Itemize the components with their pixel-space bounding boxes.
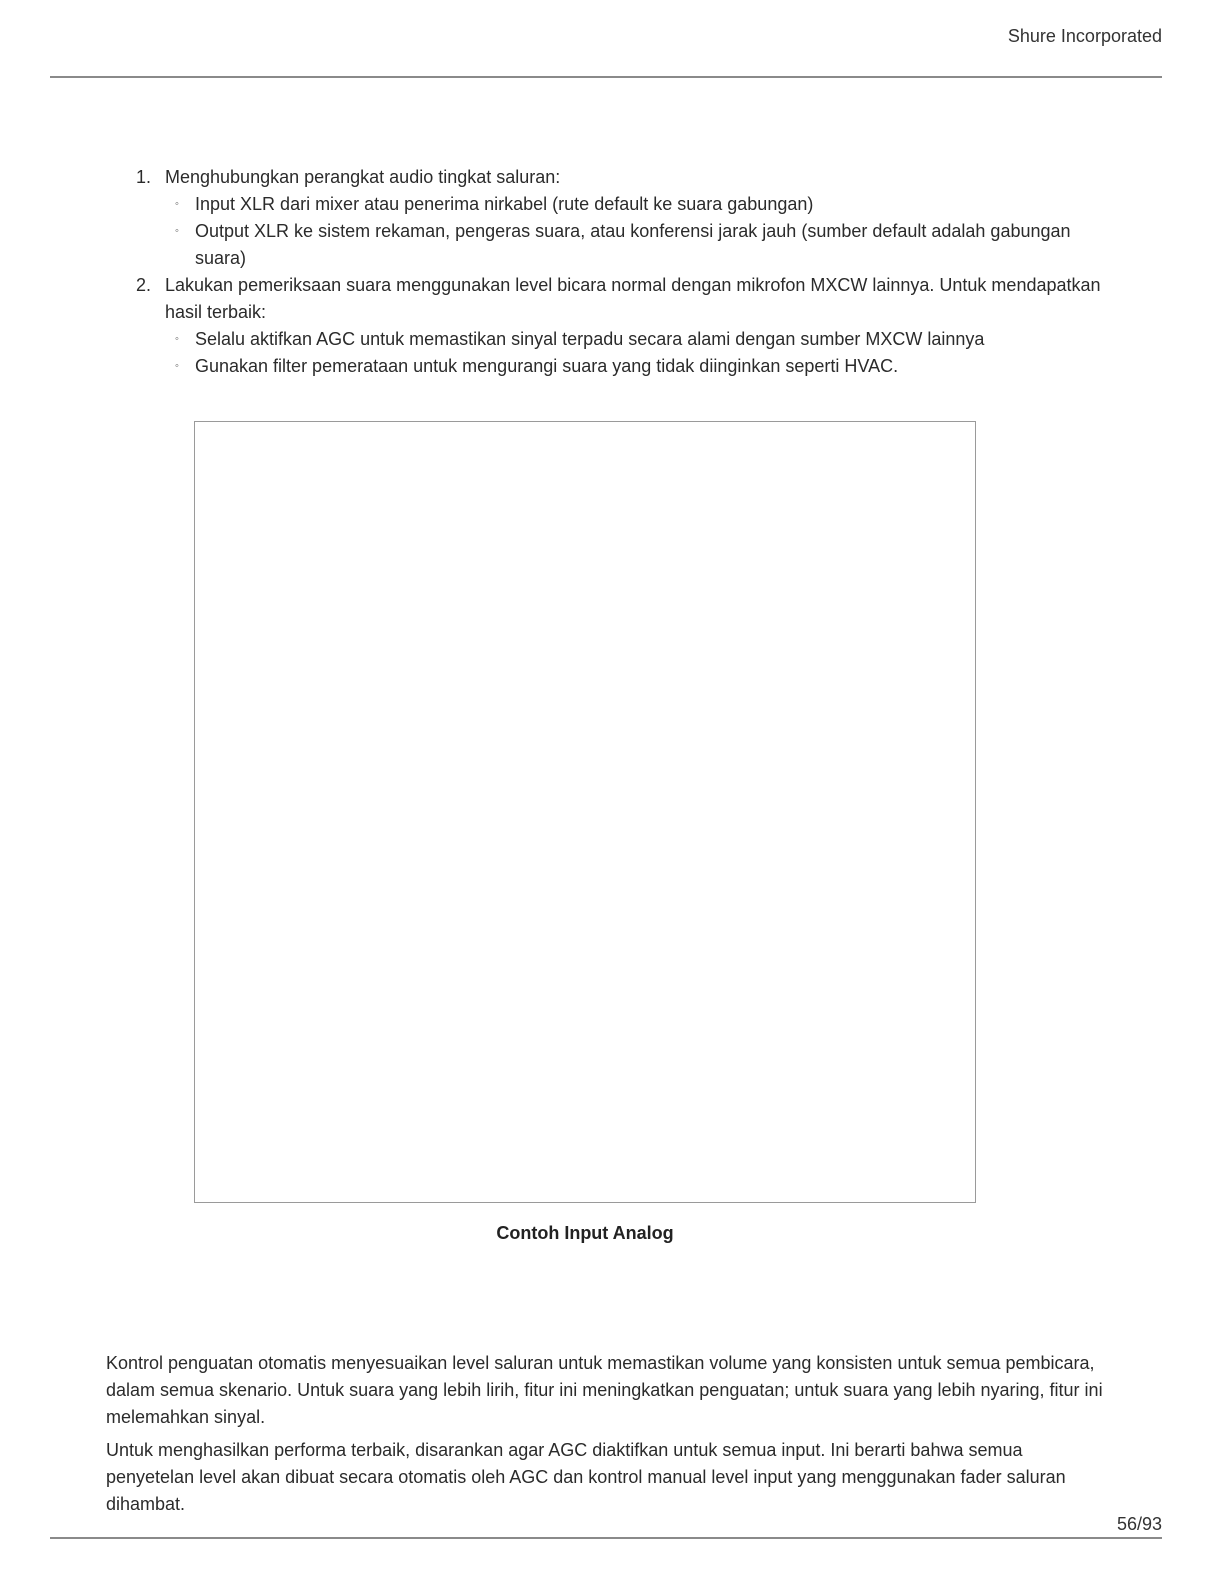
figure-caption: Contoh Input Analog	[496, 1223, 674, 1243]
bullet-circle-icon: ◦	[175, 198, 179, 210]
page-number: 56/93	[1116, 1514, 1162, 1534]
bullet-item	[165, 191, 1106, 218]
steps-list	[106, 164, 1106, 380]
body-paragraph: Untuk menghasilkan performa terbaik, disarankan agar AGC diaktifkan untuk semua input. Ini berarti bahwa semua penyetelan level akan dibuat secara otomatis oleh AGC dan kontrol manual level input yang menggunakan fader saluran dihambat.	[106, 1440, 1066, 1514]
header-divider	[50, 76, 1162, 78]
header-company-name: Shure Incorporated	[1007, 26, 1162, 46]
bullet-text: Input XLR dari mixer atau penerima nirkabel (rute default ke suara gabungan)	[195, 194, 814, 214]
bullet-text: Output XLR ke sistem rekaman, pengeras suara, atau konferensi jarak jauh (sumber default adalah gabungan suara)	[195, 221, 1071, 268]
bullet-text: Gunakan filter pemerataan untuk mengurangi suara yang tidak diinginkan seperti HVAC.	[195, 356, 899, 376]
bullet-circle-icon: ◦	[175, 360, 179, 372]
step-bullet-list	[165, 326, 1106, 380]
step-text: Menghubungkan perangkat audio tingkat saluran:	[165, 167, 561, 187]
step-number: 1.	[136, 167, 152, 187]
bullet-item	[165, 218, 1106, 272]
step-item	[106, 272, 1106, 380]
bullet-item	[165, 326, 1106, 353]
step-item	[106, 164, 1106, 272]
bullet-circle-icon: ◦	[175, 225, 179, 237]
step-number: 2.	[136, 275, 152, 295]
step-bullet-list	[165, 191, 1106, 272]
bullet-circle-icon: ◦	[175, 333, 179, 345]
step-text: Lakukan pemeriksaan suara menggunakan level bicara normal dengan mikrofon MXCW lainnya. Untuk mendapatkan hasil terbaik:	[165, 275, 1101, 322]
bullet-item	[165, 353, 1106, 380]
bullet-text: Selalu aktifkan AGC untuk memastikan sinyal terpadu secara alami dengan sumber MXCW lainnya	[195, 329, 985, 349]
body-paragraph: Kontrol penguatan otomatis menyesuaikan level saluran untuk memastikan volume yang konsisten untuk semua pembicara, dalam semua skenario. Untuk suara yang lebih lirih, fitur ini meningkatkan penguatan; untuk suara yang lebih nyaring, fitur ini melemahkan sinyal.	[106, 1353, 1103, 1427]
figure-image-placeholder	[194, 421, 976, 1203]
footer-divider	[50, 1537, 1162, 1539]
